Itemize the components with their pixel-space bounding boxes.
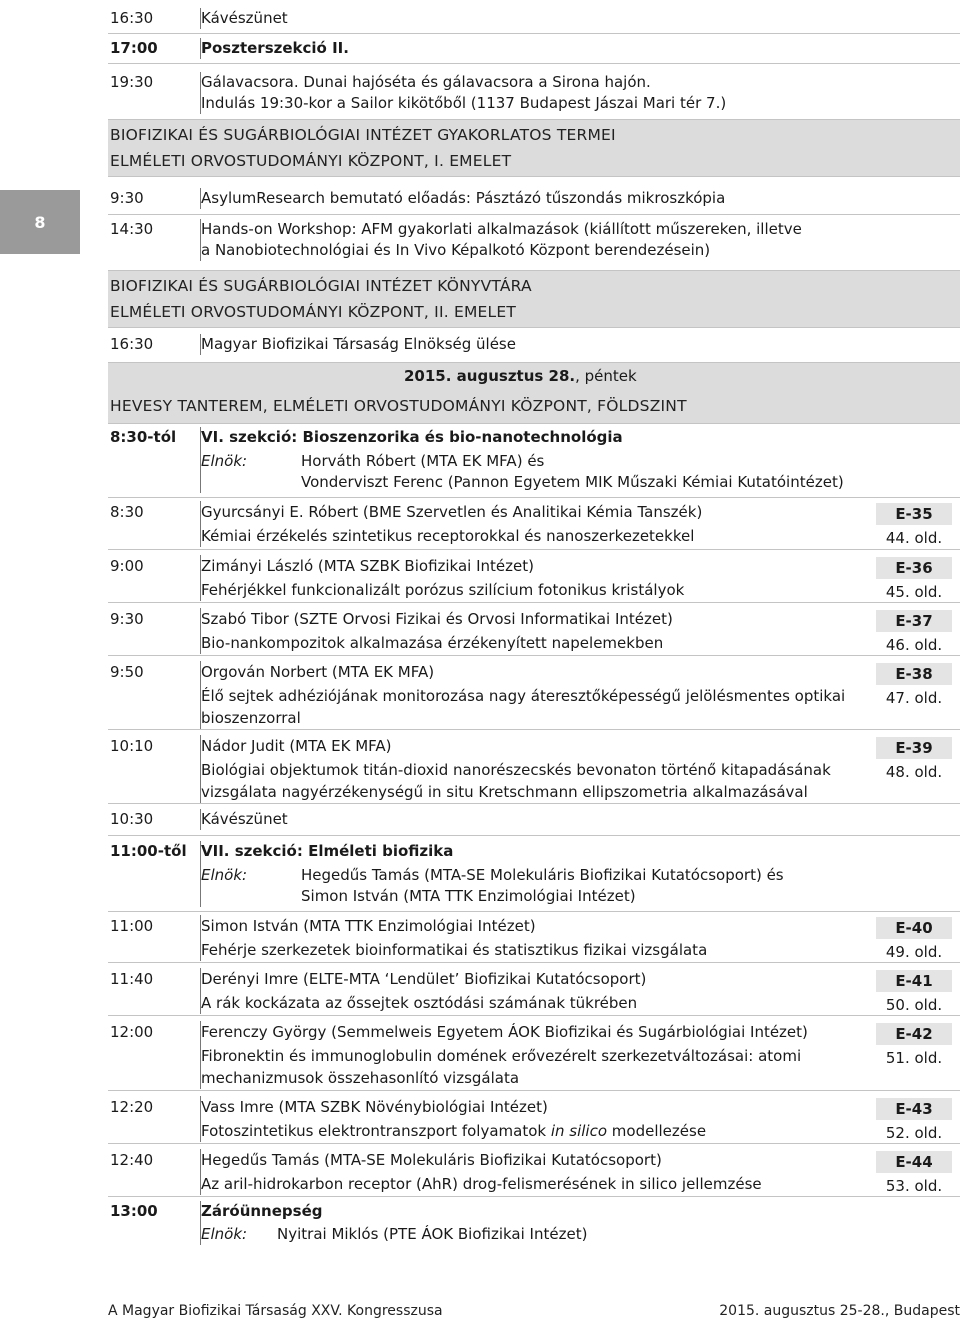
item-time: 19:30 xyxy=(108,72,201,114)
item-time: 14:30 xyxy=(108,219,201,261)
session-header xyxy=(108,841,960,907)
lecture-time: 9:00 xyxy=(108,555,201,601)
abstract-code: E-37 xyxy=(876,610,952,632)
day-weekday: , péntek xyxy=(575,367,637,385)
abstract-page: 44. old. xyxy=(885,529,943,547)
divider xyxy=(108,835,960,836)
lecture-speaker: Szabó Tibor (SZTE Orvosi Fizikai és Orvosi Informatikai Intézet) xyxy=(201,610,673,628)
abstract-ref xyxy=(876,610,952,656)
lecture-time: 11:00 xyxy=(108,915,201,961)
date-band xyxy=(108,362,960,424)
venue-line: BIOFIZIKAI ÉS SUGÁRBIOLÓGIAI INTÉZET GYAKORLATOS TERMEI xyxy=(110,126,616,144)
lecture-title: Fehérje szerkezetek bioinformatikai és statisztikus fizikai vizsgálata xyxy=(201,941,708,959)
abstract-code: E-40 xyxy=(876,917,952,939)
lecture-time: 11:40 xyxy=(108,968,201,1014)
venue-band xyxy=(108,119,960,177)
abstract-page: 51. old. xyxy=(885,1049,943,1067)
chair-name: Nyitrai Miklós (PTE ÁOK Biofizikai Intézet) xyxy=(277,1225,588,1243)
abstract-code: E-43 xyxy=(876,1098,952,1120)
venue-line: ELMÉLETI ORVOSTUDOMÁNYI KÖZPONT, I. EMELET xyxy=(110,152,512,170)
item-text: Kávészünet xyxy=(201,810,288,828)
item-text-line: Indulás 19:30-kor a Sailor kikötőből (1137 Budapest Jászai Mari tér 7.) xyxy=(201,94,727,112)
lecture-title: vizsgálata nagyérzékenységű in situ Kretschmann ellipszometria alkalmazásával xyxy=(201,783,808,801)
lecture-title: mechanizmusok összehasonlító vizsgálata xyxy=(201,1069,520,1087)
divider xyxy=(108,911,960,912)
lecture-item xyxy=(108,968,960,1014)
divider xyxy=(108,63,960,64)
lecture-time: 9:30 xyxy=(108,608,201,654)
abstract-ref xyxy=(876,503,952,549)
abstract-code: E-36 xyxy=(876,557,952,579)
lecture-title xyxy=(201,1120,873,1142)
lecture-item xyxy=(108,661,960,729)
lecture-speaker: Zimányi László (MTA SZBK Biofizikai Intézet) xyxy=(201,557,534,575)
lecture-title: Biológiai objektumok titán-dioxid nanorészecskés bevonaton történő kitapadásának xyxy=(201,761,831,779)
venue-line: BIOFIZIKAI ÉS SUGÁRBIOLÓGIAI INTÉZET KÖNYVTÁRA xyxy=(110,277,532,295)
chair-label: Elnök: xyxy=(201,452,248,470)
abstract-ref xyxy=(876,1151,952,1197)
item-text-line: Hands-on Workshop: AFM gyakorlati alkalmazások (kiállított műszereken, illetve xyxy=(201,220,802,238)
divider xyxy=(108,549,960,550)
lecture-item xyxy=(108,1021,960,1089)
venue-band xyxy=(108,270,960,328)
item-time: 10:30 xyxy=(108,809,201,830)
lecture-title: Fibronektin és immunoglobulin domének erővezérelt szerkezetváltozásai: atomi xyxy=(201,1047,802,1065)
closing-time: 13:00 xyxy=(108,1201,201,1245)
chair-label: Elnök: xyxy=(201,1225,248,1243)
divider xyxy=(108,214,960,215)
item-text: Magyar Biofizikai Társaság Elnökség ülése xyxy=(201,335,516,353)
lecture-item xyxy=(108,1149,960,1195)
chair-name: Hegedűs Tamás (MTA-SE Molekuláris Biofizikai Kutatócsoport) és xyxy=(301,866,784,884)
divider xyxy=(108,729,960,730)
lecture-title-part: Fotoszintetikus elektrontranszport folyamatok xyxy=(201,1122,551,1140)
schedule-item xyxy=(108,188,960,209)
lecture-title: Élő sejtek adhéziójának monitorozása nagy áteresztőképességű jelölésmentes optikai xyxy=(201,687,846,705)
abstract-code: E-38 xyxy=(876,663,952,685)
session-number: VII. szekció: xyxy=(201,842,303,860)
lecture-speaker: Simon István (MTA TTK Enzimológiai Intézet) xyxy=(201,917,536,935)
lecture-speaker: Nádor Judit (MTA EK MFA) xyxy=(201,737,392,755)
abstract-page: 46. old. xyxy=(885,636,943,654)
item-text: Poszterszekció II. xyxy=(201,39,349,57)
abstract-page: 49. old. xyxy=(885,943,943,961)
page-number: 8 xyxy=(34,212,46,232)
closing-title: Záróünnepség xyxy=(201,1202,323,1220)
schedule-item xyxy=(108,219,960,261)
abstract-ref xyxy=(876,557,952,603)
item-text: Kávészünet xyxy=(201,9,288,27)
divider xyxy=(108,497,960,498)
divider xyxy=(108,1015,960,1016)
abstract-page: 47. old. xyxy=(885,689,943,707)
lecture-time: 12:40 xyxy=(108,1149,201,1195)
lecture-title: Az aril-hidrokarbon receptor (AhR) drog-felismerésének in silico jellemzése xyxy=(201,1175,762,1193)
schedule-item xyxy=(108,8,960,29)
session-title: Elméleti biofizika xyxy=(308,842,454,860)
abstract-ref xyxy=(876,663,952,709)
lecture-title: A rák kockázata az őssejtek osztódási számának tükrében xyxy=(201,994,638,1012)
footer-right: 2015. augusztus 25-28., Budapest xyxy=(719,1303,960,1319)
lecture-time: 12:20 xyxy=(108,1096,201,1142)
abstract-code: E-39 xyxy=(876,737,952,759)
abstract-code: E-41 xyxy=(876,970,952,992)
lecture-title: bioszenzorral xyxy=(201,709,301,727)
lecture-title: Bio-nankompozitok alkalmazása érzékenyített napelemekben xyxy=(201,634,664,652)
venue-line: ELMÉLETI ORVOSTUDOMÁNYI KÖZPONT, II. EMELET xyxy=(110,303,517,321)
abstract-ref xyxy=(876,1098,952,1144)
session-header xyxy=(108,427,960,493)
chair-label: Elnök: xyxy=(201,866,248,884)
chair-name: Horváth Róbert (MTA EK MFA) és xyxy=(301,452,545,470)
schedule-item xyxy=(108,334,960,355)
abstract-page: 52. old. xyxy=(885,1124,943,1142)
abstract-page: 53. old. xyxy=(885,1177,943,1195)
abstract-ref xyxy=(876,970,952,1016)
lecture-title: Kémiai érzékelés szintetikus receptorokkal és nanoszerkezetekkel xyxy=(201,527,695,545)
venue-line: HEVESY TANTEREM, ELMÉLETI ORVOSTUDOMÁNYI KÖZPONT, FÖLDSZINT xyxy=(110,397,687,415)
abstract-ref xyxy=(876,917,952,963)
divider xyxy=(108,1090,960,1091)
divider xyxy=(108,33,960,34)
item-text-line: a Nanobiotechnológiai és In Vivo Képalkotó Központ berendezésein) xyxy=(201,241,711,259)
chair-name: Simon István (MTA TTK Enzimológiai Intézet) xyxy=(301,887,636,905)
day-date: 2015. augusztus 28. xyxy=(404,367,576,385)
abstract-ref xyxy=(876,737,952,783)
abstract-code: E-35 xyxy=(876,503,952,525)
lecture-item xyxy=(108,1096,960,1142)
session-time: 11:00-től xyxy=(108,841,201,907)
lecture-time: 9:50 xyxy=(108,661,201,729)
divider xyxy=(108,602,960,603)
abstract-page: 50. old. xyxy=(885,996,943,1014)
lecture-item xyxy=(108,735,960,803)
lecture-time: 10:10 xyxy=(108,735,201,803)
lecture-speaker: Orgován Norbert (MTA EK MFA) xyxy=(201,663,435,681)
item-time: 17:00 xyxy=(108,38,201,59)
lecture-speaker: Ferenczy György (Semmelweis Egyetem ÁOK Biofizikai és Sugárbiológiai Intézet) xyxy=(201,1023,808,1041)
lecture-title-part: modellezése xyxy=(607,1122,707,1140)
item-text-line: Gálavacsora. Dunai hajóséta és gálavacsora a Sirona hajón. xyxy=(201,73,651,91)
abstract-page: 45. old. xyxy=(885,583,943,601)
page-number-tab xyxy=(0,190,80,254)
session-time: 8:30-tól xyxy=(108,427,201,493)
divider xyxy=(108,962,960,963)
lecture-title-italic: in silico xyxy=(550,1122,608,1140)
day-heading xyxy=(404,365,637,387)
item-time: 16:30 xyxy=(108,8,201,29)
lecture-time: 8:30 xyxy=(108,501,201,547)
abstract-code: E-42 xyxy=(876,1023,952,1045)
footer-left: A Magyar Biofizikai Társaság XXV. Kongresszusa xyxy=(108,1303,443,1319)
abstract-page: 48. old. xyxy=(885,763,943,781)
session-title: Bioszenzorika és bio-nanotechnológia xyxy=(302,428,623,446)
lecture-speaker: Gyurcsányi E. Róbert (BME Szervetlen és Analitikai Kémia Tanszék) xyxy=(201,503,703,521)
closing-item xyxy=(108,1201,960,1245)
lecture-title: Fehérjékkel funkcionalizált porózus szilícium fotonikus kristályok xyxy=(201,581,685,599)
divider xyxy=(108,1196,960,1197)
schedule-item xyxy=(108,38,960,59)
item-time: 9:30 xyxy=(108,188,201,209)
lecture-speaker: Derényi Imre (ELTE-MTA ‘Lendület’ Biofizikai Kutatócsoport) xyxy=(201,970,647,988)
divider xyxy=(108,655,960,656)
chair-name: Vonderviszt Ferenc (Pannon Egyetem MIK Műszaki Kémiai Kutatóintézet) xyxy=(301,473,844,491)
abstract-code: E-44 xyxy=(876,1151,952,1173)
item-text: AsylumResearch bemutató előadás: Pásztázó tűszondás mikroszkópia xyxy=(201,189,726,207)
lecture-item xyxy=(108,915,960,961)
lecture-speaker: Vass Imre (MTA SZBK Növénybiológiai Intézet) xyxy=(201,1098,548,1116)
schedule-item xyxy=(108,809,960,830)
lecture-item xyxy=(108,608,960,654)
lecture-item xyxy=(108,501,960,547)
abstract-ref xyxy=(876,1023,952,1069)
lecture-time: 12:00 xyxy=(108,1021,201,1089)
lecture-item xyxy=(108,555,960,601)
divider xyxy=(108,1143,960,1144)
item-time: 16:30 xyxy=(108,334,201,355)
schedule-item xyxy=(108,72,960,114)
lecture-speaker: Hegedűs Tamás (MTA-SE Molekuláris Biofizikai Kutatócsoport) xyxy=(201,1151,662,1169)
divider xyxy=(108,803,960,804)
session-number: VI. szekció: xyxy=(201,428,298,446)
